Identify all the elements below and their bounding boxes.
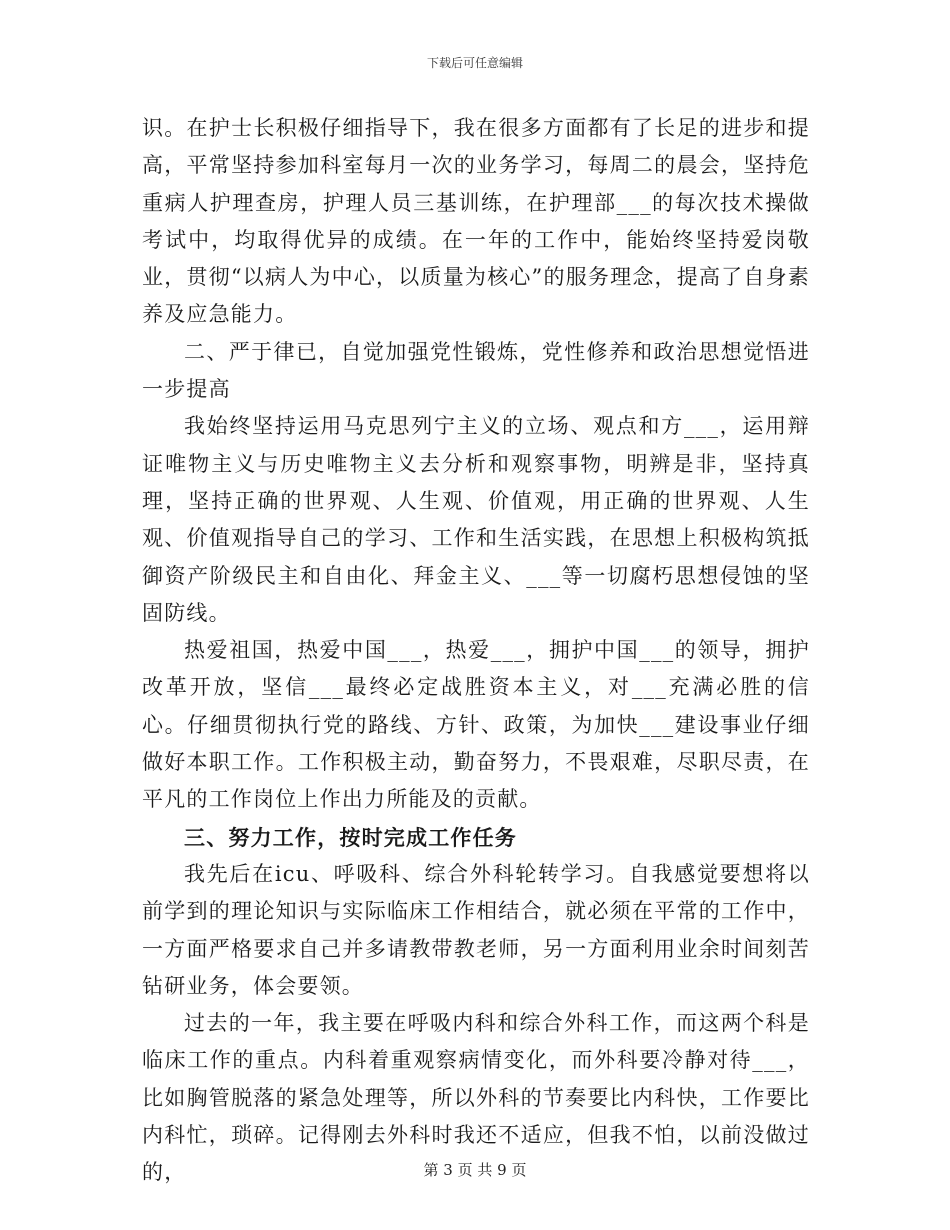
paragraph: 我始终坚持运用马克思列宁主义的立场、观点和方___，运用辩证唯物主义与历史唯物主义去分析和观察事物，明辨是非，坚持真理，坚持正确的世界观、人生观、价值观，用正确的世界观、人生观、价值观指导自己的学习、工作和生活实践，在思想上积极构筑抵御资产阶级民主和自由化、拜金主义、___等一切腐朽思想侵蚀的坚固防线。	[142, 414, 810, 625]
page-header-note: 下载后可任意编辑	[426, 56, 523, 70]
paragraph: 热爱祖国，热爱中国___，热爱___，拥护中国___的领导，拥护改革开放，坚信___最终必定战胜资本主义，对___充满必胜的信心。仔细贯彻执行党的路线、方针、政策，为加快___建设事业仔细做好本职工作。工作积极主动，勤奋努力，不畏艰难，尽职尽责，在平凡的工作岗位上作出力所能及的贡献。	[142, 638, 810, 812]
document-body	[142, 110, 810, 1192]
paragraph-continuation: 识。在护士长积极仔细指导下，我在很多方面都有了长足的进步和提高，平常坚持参加科室每月一次的业务学习，每周二的晨会，坚持危重病人护理查房，护理人员三基训练，在护理部___的每次技术操做考试中，均取得优异的成绩。在一年的工作中，能始终坚持爱岗敬业，贯彻“以病人为中心，以质量为核心”的服务理念，提高了自身素养及应急能力。	[142, 116, 810, 327]
section-heading-2: 二、严于律已，自觉加强党性锻炼，党性修养和政治思想觉悟进一步提高	[142, 339, 810, 402]
paragraph: 过去的一年，我主要在呼吸内科和综合外科工作，而这两个科是临床工作的重点。内科着重观察病情变化，而外科要冷静对待___，比如胸管脱落的紧急处理等，所以外科的节奏要比内科快，工作要比内科忙，琐碎。记得刚去外科时我还不适应，但我不怕，以前没做过的，	[142, 1011, 810, 1185]
paragraph: 我先后在icu、呼吸科、综合外科轮转学习。自我感觉要想将以前学到的理论知识与实际临床工作相结合，就必须在平常的工作中，一方面严格要求自己并多请教带教老师，另一方面利用业余时间刻苦钻研业务，体会要领。	[142, 861, 810, 998]
section-heading-3: 三、努力工作，按时完成工作任务	[184, 824, 517, 850]
page-number: 第 3 页 共 9 页	[423, 1161, 527, 1179]
